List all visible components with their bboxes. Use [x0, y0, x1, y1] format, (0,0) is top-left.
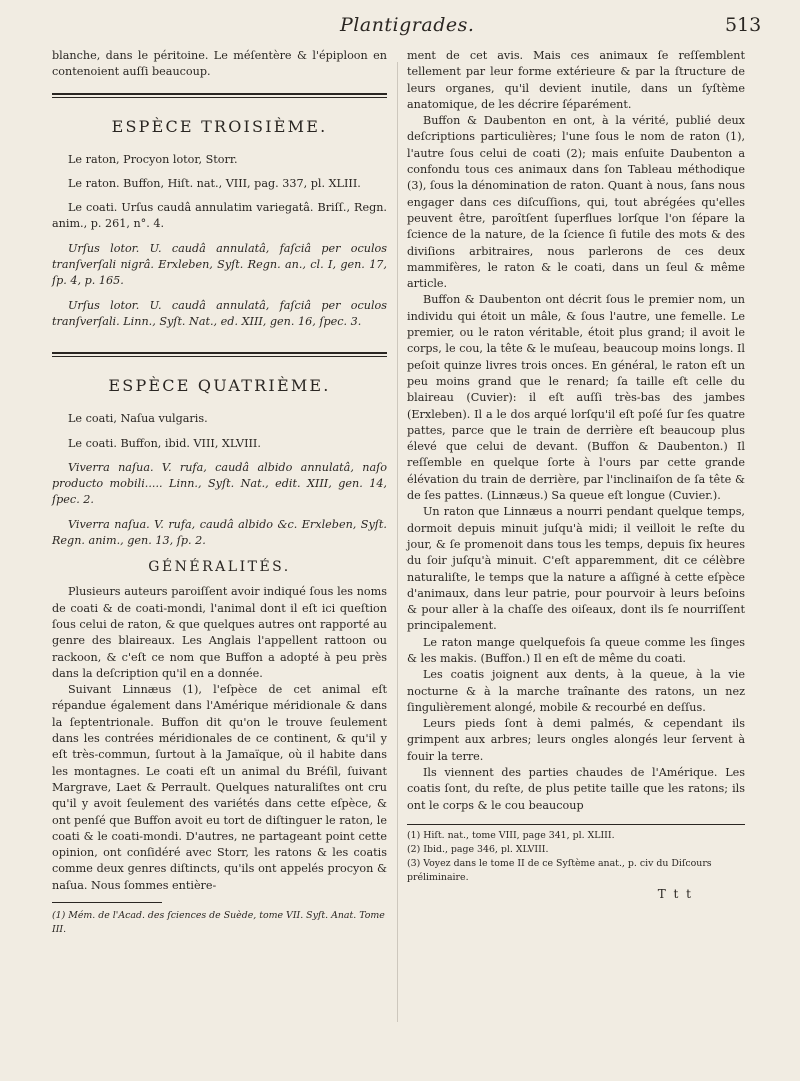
body-paragraph: Leurs pieds ſont à demi palmés, & cependant ils grimpent aux arbres; leurs ongles alongés leur ſervent à fouir la terre.	[407, 717, 745, 763]
section-rule	[52, 93, 387, 98]
body-paragraph: Suivant Linnæus (1), l'eſpèce de cet animal eſt répandue également dans l'Amérique méridionale & dans la ſeptentrionale. Buffon dit qu'on le trouve ſeulement dans les contrées méridionales de ce continent, & qu'il y eſt très-commun, ſurtout à la Jamaïque, où il habite dans les montagnes. Le coati eſt un animal du Bréſil, ſuivant Margrave, Laet & Perrault. Quelques naturaliſtes ont cru qu'il y avoit ſeulement des variétés dans cette eſpèce, & ont penſé que Buffon avoit eu tort de diſtinguer le raton, le coati & le coati-mondi. D'autres, ne partageant point cette opinion, ont conſidéré avec Storr, les ratons & les coatis comme deux genres diſtincts, qu'ils ont appelés procyon & naſua. Nous ſommes entière-	[52, 683, 387, 892]
body-paragraph: Plusieurs auteurs paroiſſent avoir indiqué ſous les noms de coati & de coati-mondi, l'animal dont il eſt ici queſtion ſous celui de raton, & que quelques autres ont rapporté au genre des blaireaux. Les Anglais l'appellent rattoon ou rackoon, & c'eſt ce nom que Buffon a adopté à peu près dans la deſcription qu'il en a donnée.	[52, 585, 387, 680]
section-rule	[52, 352, 387, 357]
body-paragraph: Ils viennent des parties chaudes de l'Amérique. Les coatis ſont, du reſte, de plus petite taille que les ratons; ils ont le corps & le cou beaucoup	[407, 766, 745, 812]
right-column	[407, 48, 745, 901]
synonym-ref: Urſus lotor. U. caudâ annulatâ, faſciâ per oculos tranſverſali. Linn., Syſt. Nat., ed. XIII, gen. 16, ſpec. 3.	[52, 298, 387, 328]
footnote-rule	[407, 824, 745, 825]
species-heading: Le coati, Naſua vulgaris.	[68, 412, 208, 426]
synonym-ref: Le coati. Buffon, ibid. VIII, XLVIII.	[68, 436, 261, 450]
signature-mark: T t t	[657, 886, 693, 901]
left-column	[52, 48, 387, 937]
intro-paragraph: blanche, dans le péritoine. Le méſentère & l'épiploon en contenoient auſſi beaucoup.	[52, 49, 387, 79]
synonym-ref: Le raton. Buffon, Hiſt. nat., VIII, pag. 337, pl. XLIII.	[68, 176, 361, 190]
page-number: 513	[725, 14, 762, 36]
footnote: (1) Mém. de l'Acad. des ſciences de Suède, tome VII. Syſt. Anat. Tome III.	[52, 909, 385, 935]
generalites-title: GÉNÉRALITÉS.	[148, 559, 291, 576]
body-paragraph: Buffon & Daubenton en ont, à la vérité, publié deux deſcriptions particulières; l'une ſous le nom de raton (1), l'autre ſous celui de coati (2); mais enſuite Daubenton a confondu tous ces animaux dans ſon Tableau méthodique (3), ſous la dénomination de raton. Quant à nous, ſans nous engager dans ces diſcuſſions, qui, tout abrégées qu'elles peuvent être, paroîtſent ſuperflues lorſque l'on ſépare la ſcience de la nature, de la ſcience ſi futile des mots & des diviſions arbitraires, nous parlerons de ces deux mammifères, le raton & le coati, dans un ſeul & même article.	[407, 114, 745, 291]
column-divider	[397, 62, 398, 1022]
footnote-rule	[52, 902, 162, 903]
synonym-ref: Le coati. Urſus caudâ annulatim variegatâ. Briſſ., Regn. anim., p. 261, n°. 4.	[52, 201, 387, 231]
running-head	[0, 6, 800, 46]
footnote: (1) Hiſt. nat., tome VIII, page 341, pl. XLIII.	[407, 829, 615, 841]
synonym-ref: Viverra naſua. V. rufa, caudâ albido annulatâ, naſo producto mobili..... Linn., Syſt. Nat., edit. XIII, gen. 14, ſpec. 2.	[52, 460, 387, 507]
body-paragraph: Buffon & Daubenton ont décrit ſous le premier nom, un individu qui étoit un mâle, & ſous l'autre, une femelle. Le premier, ou le raton véritable, étoit plus grand; il avoit le corps, le cou, la tête & le muſeau, beaucoup moins longs. Il peſoit quinze livres trois onces. En général, le raton eſt un peu moins grand que le renard; ſa taille eſt celle du blaireau (Cuvier): il eſt auſſi très-bas des jambes (Erxleben). Il a le dos arqué lorſqu'il eſt poſé ſur ſes quatre pattes, parce que le train de derrière eſt beaucoup plus élevé que celui de devant. (Buffon & Daubenton.) Il reſſemble en quelque ſorte à l'ours par cette grande élévation du train de derrière, par l'inclinaiſon de ſa tête & de ſes pattes. (Linnæus.) Sa queue eſt longue (Cuvier.).	[407, 293, 745, 503]
section-title-4: ESPÈCE QUATRIÈME.	[108, 376, 331, 396]
body-paragraph: Le raton mange quelquefois ſa queue comme les ſinges & les makis. (Buffon.) Il en eſt de même du coati.	[407, 635, 745, 665]
section-title-3: ESPÈCE TROISIÈME.	[111, 116, 328, 136]
synonym-ref: Urſus lotor. U. caudâ annulatâ, faſciâ per oculos tranſverſali nigrâ. Erxleben, Syſt. Regn. an., cl. I, gen. 17, ſp. 4, p. 165.	[52, 241, 387, 288]
running-title: Plantigrades.	[340, 14, 475, 36]
body-paragraph: Les coatis joignent aux dents, à la queue, à la vie nocturne & à la marche traînante des ratons, un nez ſingulièrement alongé, mobile & recourbé en deſſus.	[407, 668, 745, 714]
synonym-ref: Viverra naſua. V. rufa, caudâ albido &c. Erxleben, Syſt. Regn. anim., gen. 13, ſp. 2.	[52, 517, 387, 548]
footnote: (2) Ibid., page 346, pl. XLVIII.	[407, 843, 549, 855]
body-paragraph: ment de cet avis. Mais ces animaux ſe reſſemblent tellement par leur forme extérieure & par la ſtructure de leurs organes, qu'il devient inutile, dans un ſyſtème anatomique, de les décrire ſéparément.	[407, 49, 745, 111]
body-paragraph: Un raton que Linnæus a nourri pendant quelque temps, dormoit depuis minuit juſqu'à midi; il veilloit le reſte du jour, & ſe promenoit dans tous les temps, depuis ſix heures du ſoir juſqu'à minuit. C'eſt apparemment, dit ce célèbre naturaliſte, le temps que la nature a aſſigné à cette eſpèce d'animaux, dans leur patrie, pour pourvoir à leurs beſoins & pour aller à la chaſſe des oiſeaux, dont ils ſe nourriſſent principalement.	[407, 505, 745, 633]
footnote: (3) Voyez dans le tome II de ce Syſtème anat., p. civ du Diſcours préliminaire.	[407, 857, 712, 883]
species-heading: Le raton, Procyon lotor, Storr.	[68, 152, 238, 166]
